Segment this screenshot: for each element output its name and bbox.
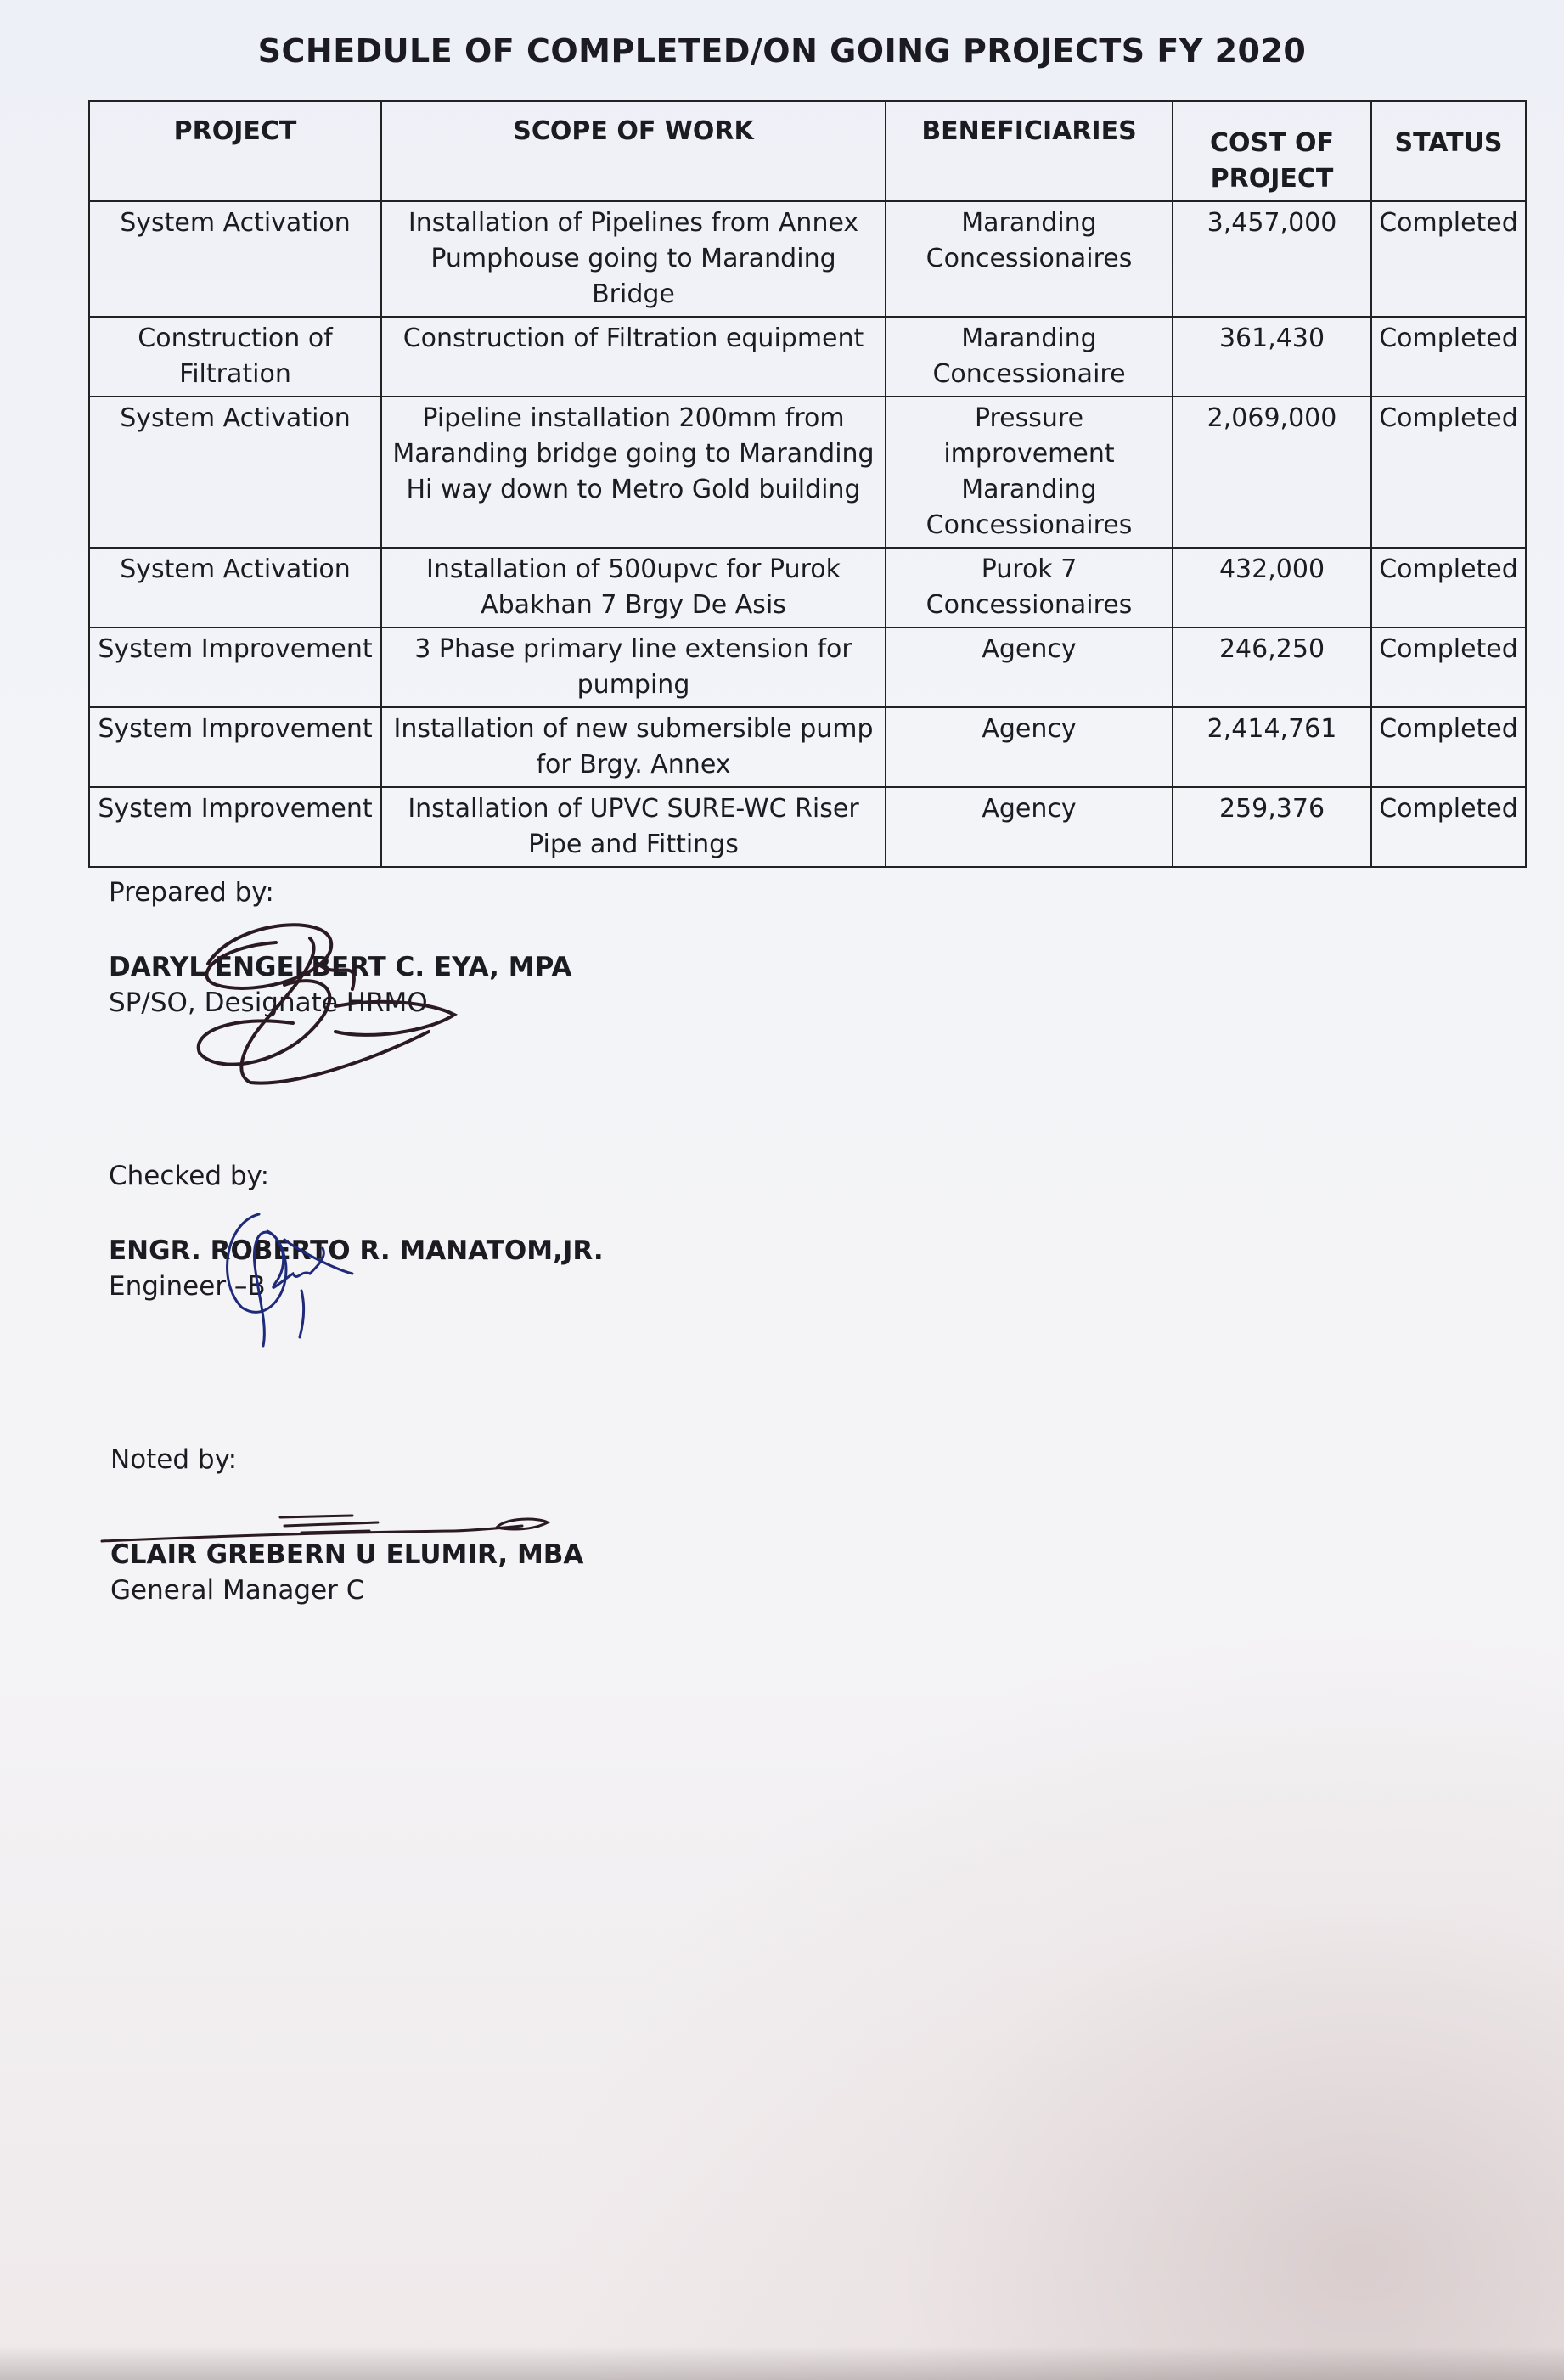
header-status: STATUS xyxy=(1371,101,1526,201)
paper-shadow xyxy=(545,1616,1564,2380)
checked-by-name: ENGR. ROBERTO R. MANATOM,JR. xyxy=(109,1235,604,1266)
noted-by-label: Noted by: xyxy=(110,1444,238,1475)
cell-project: System Improvement xyxy=(89,707,381,787)
cell-scope: Installation of UPVC SURE-WC Riser Pipe and Fittings xyxy=(381,787,886,867)
cell-project: System Activation xyxy=(89,548,381,627)
cell-cost: 3,457,000 xyxy=(1173,201,1371,317)
noted-by-name: CLAIR GREBERN U ELUMIR, MBA xyxy=(110,1539,584,1570)
cell-scope: Installation of new submersible pump for Brgy. Annex xyxy=(381,707,886,787)
signature-prepared-icon xyxy=(183,904,488,1108)
cell-status: Completed xyxy=(1371,548,1526,627)
cell-cost: 432,000 xyxy=(1173,548,1371,627)
cell-scope: 3 Phase primary line extension for pumping xyxy=(381,627,886,707)
cell-status: Completed xyxy=(1371,707,1526,787)
cell-status: Completed xyxy=(1371,397,1526,548)
header-project: PROJECT xyxy=(89,101,381,201)
cell-cost: 246,250 xyxy=(1173,627,1371,707)
header-cost: COST OF PROJECT xyxy=(1173,101,1371,201)
cell-cost: 2,414,761 xyxy=(1173,707,1371,787)
cell-beneficiaries: Maranding Concessionaire xyxy=(886,317,1173,397)
cell-project: System Improvement xyxy=(89,787,381,867)
cell-status: Completed xyxy=(1371,317,1526,397)
table-row xyxy=(89,397,1526,548)
cell-scope: Pipeline installation 200mm from Maranding bridge going to Maranding Hi way down to Metro Gold building xyxy=(381,397,886,548)
cell-project: Construction of Filtration xyxy=(89,317,381,397)
prepared-by-label: Prepared by: xyxy=(109,877,274,908)
cell-scope: Construction of Filtration equipment xyxy=(381,317,886,397)
table-row xyxy=(89,201,1526,317)
table-header-row xyxy=(89,101,1526,201)
cell-cost: 361,430 xyxy=(1173,317,1371,397)
cell-status: Completed xyxy=(1371,201,1526,317)
cell-beneficiaries: Purok 7 Concessionaires xyxy=(886,548,1173,627)
table-row xyxy=(89,548,1526,627)
header-scope: SCOPE OF WORK xyxy=(381,101,886,201)
paper-fold-shadow xyxy=(0,2346,1564,2380)
noted-by-position: General Manager C xyxy=(110,1575,365,1606)
cell-project: System Activation xyxy=(89,201,381,317)
checked-by-label: Checked by: xyxy=(109,1161,270,1191)
cell-beneficiaries: Agency xyxy=(886,627,1173,707)
cell-beneficiaries: Agency xyxy=(886,707,1173,787)
cell-status: Completed xyxy=(1371,787,1526,867)
checked-by-position: Engineer –B xyxy=(109,1271,266,1302)
cell-project: System Improvement xyxy=(89,627,381,707)
page-title: SCHEDULE OF COMPLETED/ON GOING PROJECTS FY 2020 xyxy=(257,32,1307,70)
cell-project: System Activation xyxy=(89,397,381,548)
cell-beneficiaries: Pressure improvement Maranding Concessionaires xyxy=(886,397,1173,548)
cell-cost: 259,376 xyxy=(1173,787,1371,867)
table-row xyxy=(89,317,1526,397)
signature-checked-icon xyxy=(208,1189,378,1359)
table-row xyxy=(89,627,1526,707)
prepared-by-position: SP/SO, Designate HRMO xyxy=(109,987,428,1018)
cell-beneficiaries: Agency xyxy=(886,787,1173,867)
cell-status: Completed xyxy=(1371,627,1526,707)
table-row xyxy=(89,787,1526,867)
cell-beneficiaries: Maranding Concessionaires xyxy=(886,201,1173,317)
prepared-by-name: DARYL ENGELBERT C. EYA, MPA xyxy=(109,952,572,982)
projects-table xyxy=(88,100,1527,868)
table-row xyxy=(89,707,1526,787)
header-beneficiaries: BENEFICIARIES xyxy=(886,101,1173,201)
cell-cost: 2,069,000 xyxy=(1173,397,1371,548)
cell-scope: Installation of Pipelines from Annex Pumphouse going to Maranding Bridge xyxy=(381,201,886,317)
cell-scope: Installation of 500upvc for Purok Abakhan 7 Brgy De Asis xyxy=(381,548,886,627)
signature-noted-icon xyxy=(98,1507,556,1550)
